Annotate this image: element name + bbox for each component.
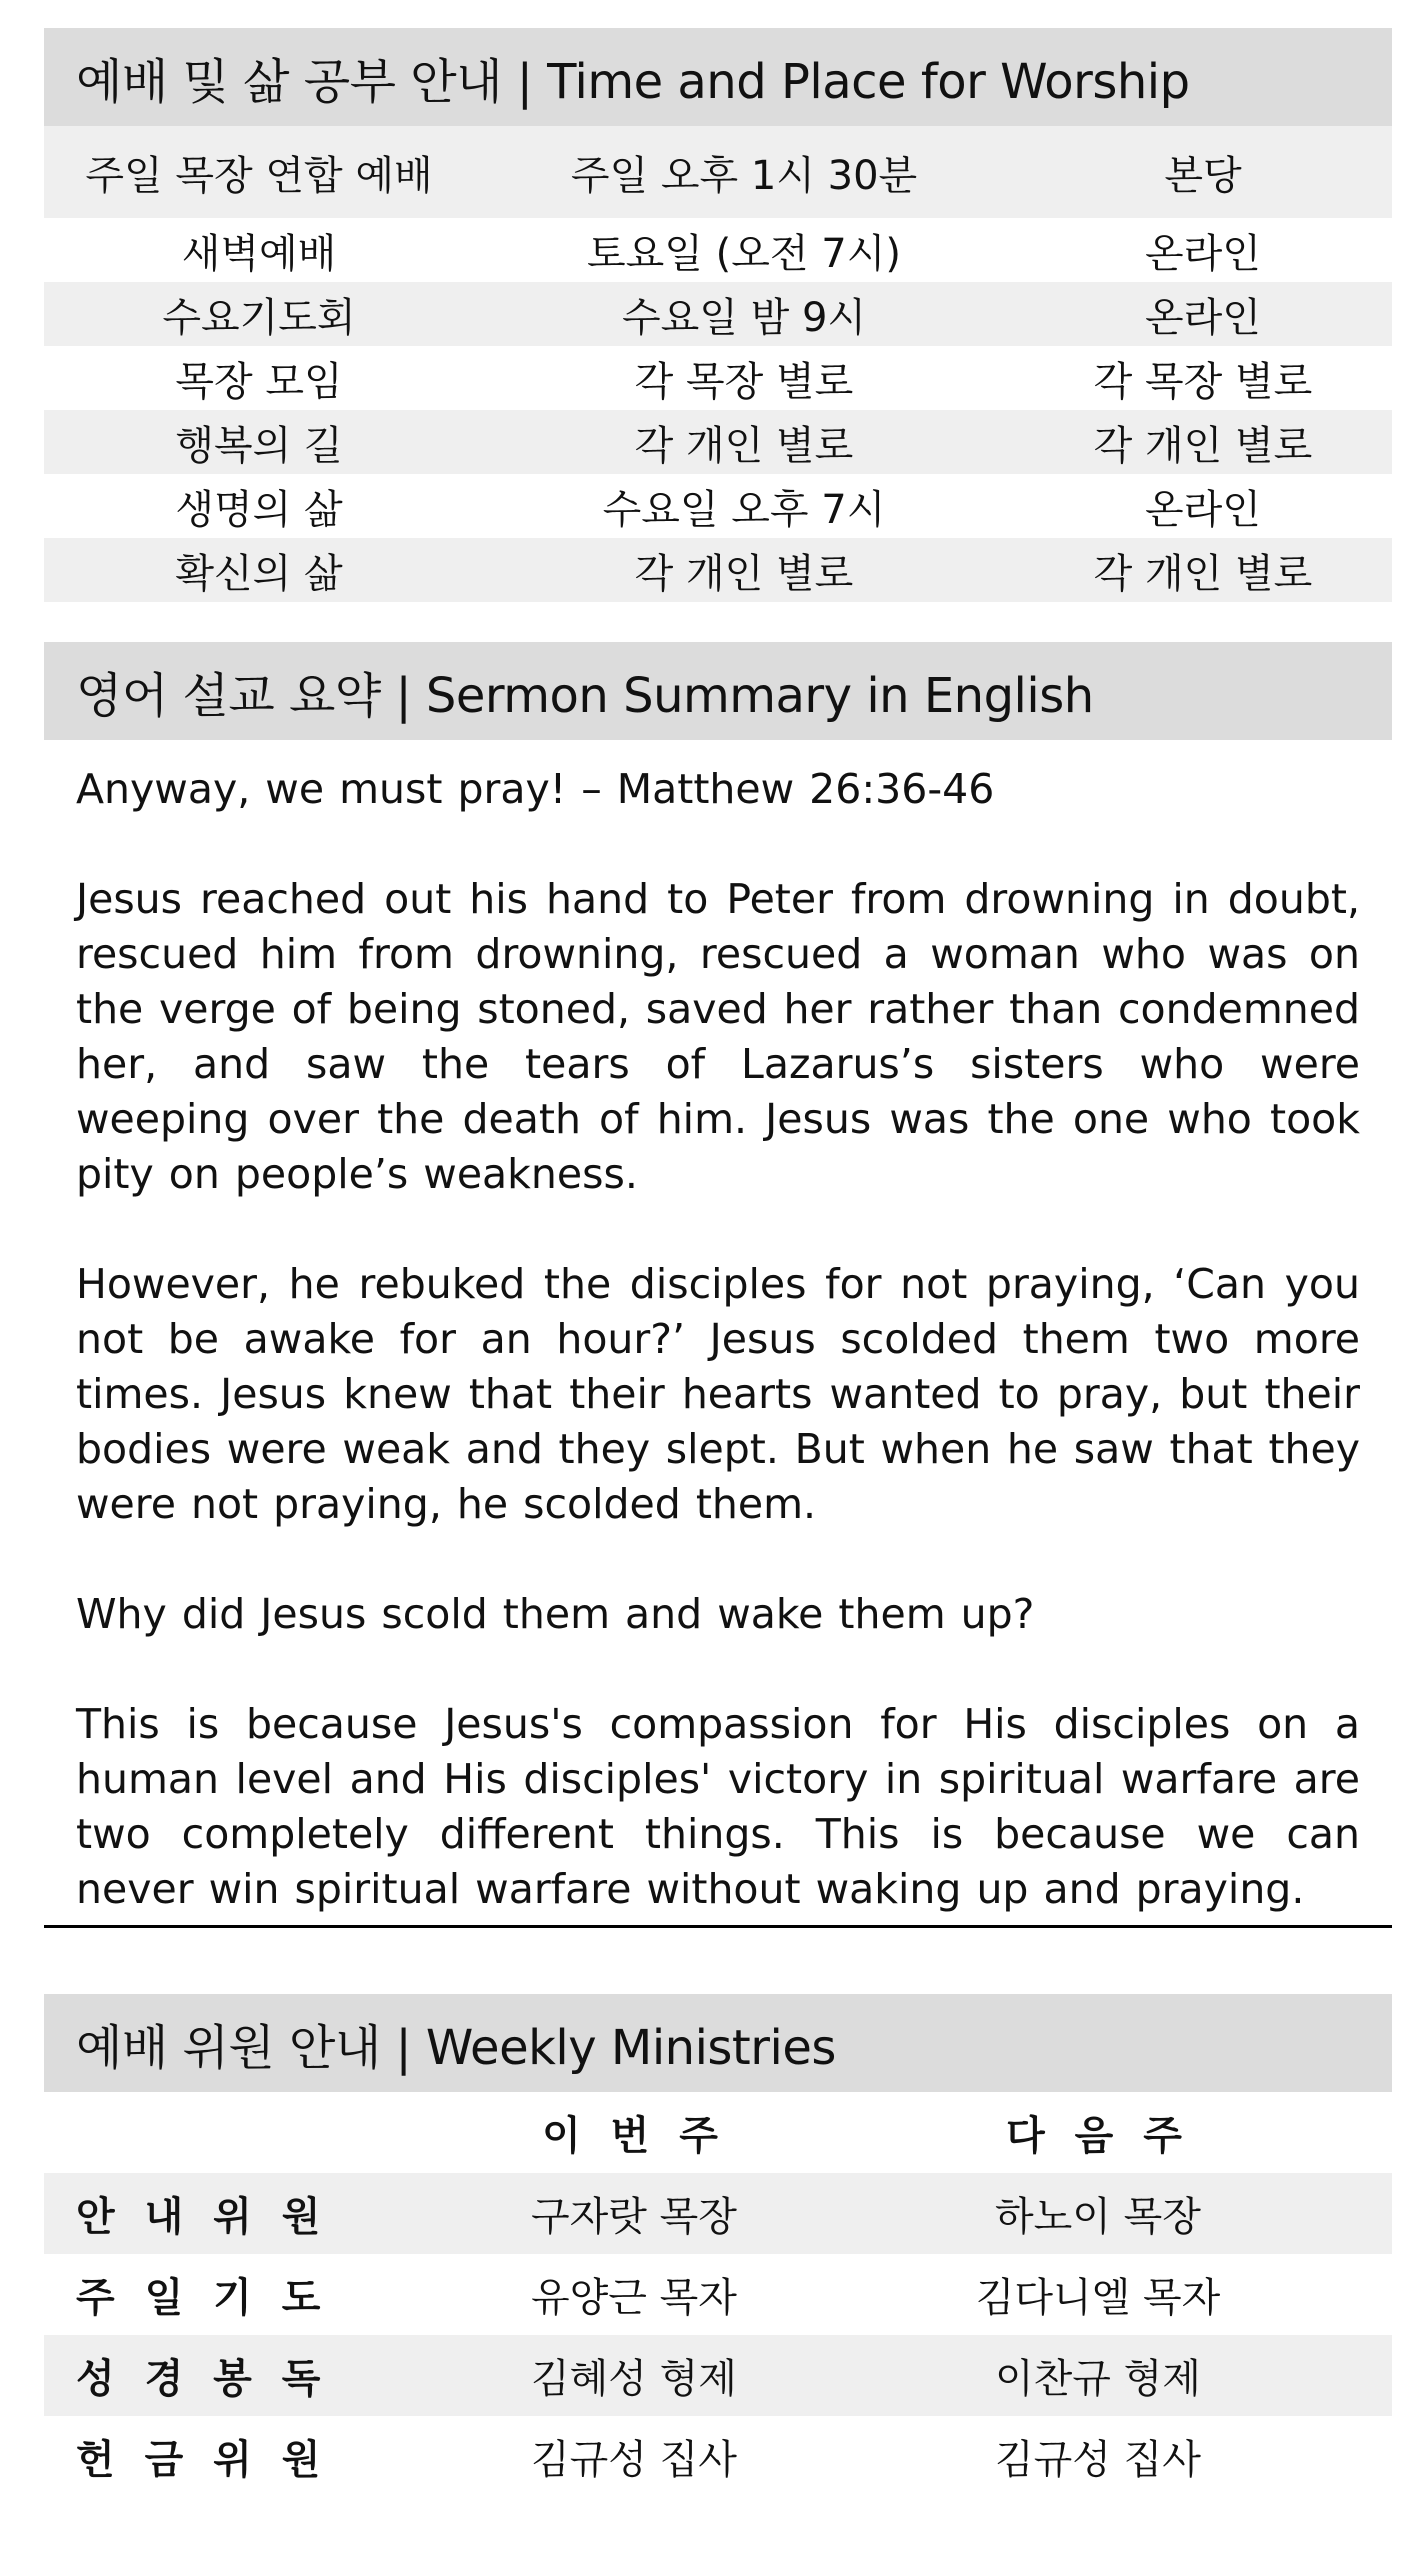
ministries-row bbox=[44, 2173, 1392, 2254]
section-spacer bbox=[44, 602, 1392, 642]
ministry-role: 주 일 기 도 bbox=[76, 2275, 329, 2321]
worship-row bbox=[44, 346, 1392, 410]
worship-row bbox=[44, 538, 1392, 602]
next-week-column-header: 다 음 주 bbox=[1006, 2113, 1190, 2159]
worship-name: 생명의 삶 bbox=[175, 486, 343, 533]
sermon-paragraph: This is because Jesus's compassion for His disciples on a human level and His disciples' victory in spiritual warfare are two completely different things. This is because we can never win spiritual warfare without waking up and praying. bbox=[76, 1700, 1360, 1913]
this-week-person: 김규성 집사 bbox=[531, 2437, 737, 2483]
worship-schedule-table bbox=[44, 126, 1392, 602]
ministries-row bbox=[44, 2416, 1392, 2497]
ministries-table bbox=[44, 2092, 1392, 2497]
sermon-title: Anyway, we must pray! – Matthew 26:36-46 bbox=[76, 765, 995, 813]
worship-time: 수요일 밤 9시 bbox=[621, 294, 867, 341]
worship-name: 새벽예배 bbox=[181, 230, 337, 277]
ministry-role: 안 내 위 원 bbox=[76, 2194, 329, 2240]
worship-time: 토요일 (오전 7시) bbox=[587, 230, 901, 277]
sermon-paragraph: Why did Jesus scold them and wake them up? bbox=[76, 1590, 1035, 1638]
worship-time: 각 개인 별로 bbox=[634, 550, 854, 597]
ministry-role: 헌 금 위 원 bbox=[76, 2437, 329, 2483]
ministries-row bbox=[44, 2254, 1392, 2335]
worship-section-header: 예배 및 삶 공부 안내 | Time and Place for Worship bbox=[44, 28, 1392, 126]
next-week-person: 하노이 목장 bbox=[995, 2194, 1201, 2240]
worship-place: 온라인 bbox=[1145, 486, 1261, 533]
worship-row bbox=[44, 282, 1392, 346]
next-week-person: 김규성 집사 bbox=[995, 2437, 1201, 2483]
worship-place: 온라인 bbox=[1145, 294, 1261, 341]
ministry-role: 성 경 봉 독 bbox=[76, 2356, 329, 2402]
worship-row bbox=[44, 126, 1392, 218]
worship-place: 각 개인 별로 bbox=[1093, 550, 1313, 597]
worship-time: 각 목장 별로 bbox=[634, 358, 854, 405]
next-week-person: 김다니엘 목자 bbox=[975, 2275, 1221, 2321]
ministries-row bbox=[44, 2335, 1392, 2416]
worship-name: 행복의 길 bbox=[175, 422, 343, 469]
worship-place: 각 목장 별로 bbox=[1093, 358, 1313, 405]
this-week-column-header: 이 번 주 bbox=[542, 2113, 726, 2159]
this-week-person: 유양근 목자 bbox=[531, 2275, 737, 2321]
worship-row bbox=[44, 218, 1392, 282]
sermon-section-header: 영어 설교 요약 | Sermon Summary in English bbox=[44, 642, 1392, 740]
bulletin-page bbox=[44, 28, 1392, 2497]
worship-name: 주일 목장 연합 예배 bbox=[85, 152, 433, 199]
worship-time: 주일 오후 1시 30분 bbox=[570, 152, 918, 199]
this-week-person: 김혜성 형제 bbox=[531, 2356, 737, 2402]
next-week-person: 이찬규 형제 bbox=[995, 2356, 1201, 2402]
worship-time: 수요일 오후 7시 bbox=[602, 486, 886, 533]
worship-row bbox=[44, 410, 1392, 474]
worship-name: 목장 모임 bbox=[175, 358, 343, 405]
sermon-paragraph: Jesus reached out his hand to Peter from drowning in doubt, rescued him from drowning, rescued a woman who was on the verge of being stoned, saved her rather than condemned her, and saw the tears of Lazarus’s sisters who were weeping over the death of him. Jesus was the one who took pity on people’s weakness. bbox=[76, 875, 1360, 1198]
ministries-header-row bbox=[44, 2092, 1392, 2173]
worship-name: 수요기도회 bbox=[162, 294, 356, 341]
ministries-section-header: 예배 위원 안내 | Weekly Ministries bbox=[44, 1994, 1392, 2092]
sermon-summary-body bbox=[44, 740, 1392, 1917]
worship-place: 각 개인 별로 bbox=[1093, 422, 1313, 469]
worship-name: 확신의 삶 bbox=[175, 550, 343, 597]
section-divider bbox=[44, 1925, 1392, 1928]
worship-place: 본당 bbox=[1164, 152, 1242, 199]
worship-time: 각 개인 별로 bbox=[634, 422, 854, 469]
this-week-person: 구자랏 목장 bbox=[531, 2194, 737, 2240]
worship-place: 온라인 bbox=[1145, 230, 1261, 277]
worship-row bbox=[44, 474, 1392, 538]
sermon-paragraph: However, he rebuked the disciples for not praying, ‘Can you not be awake for an hour?’ Jesus scolded them two more times. Jesus knew that their hearts wanted to pray, but their bodies were weak and they slept. But when he saw that they were not praying, he scolded them. bbox=[76, 1260, 1360, 1528]
